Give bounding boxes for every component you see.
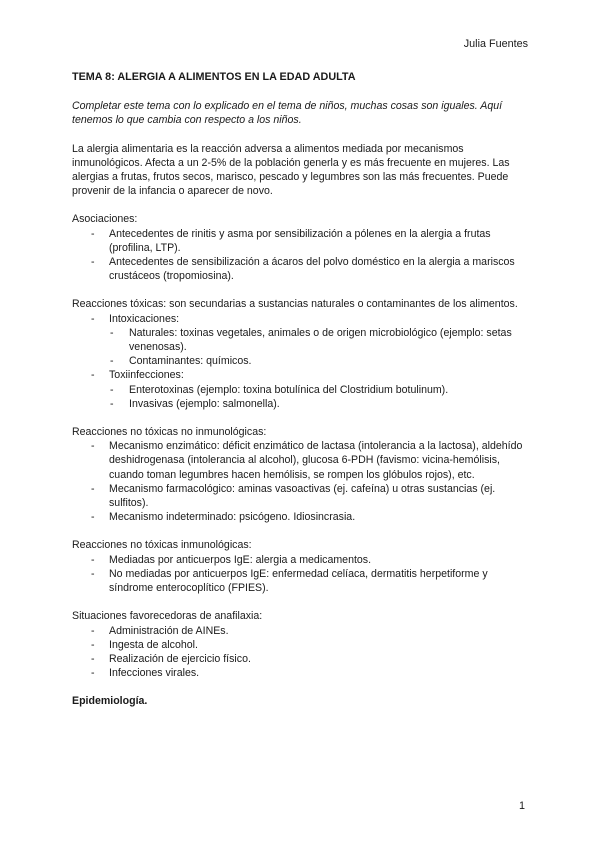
section-heading: Situaciones favorecedoras de anafilaxia: bbox=[72, 610, 263, 623]
list-item: - Antecedentes de sensibilización a ácaros del polvo doméstico en la alergia a mariscos crustáceos (tropomiosina). bbox=[72, 255, 528, 283]
section-no-toxicas-no-inmunologicas bbox=[72, 425, 528, 524]
list-item: - Administración de AINEs. bbox=[72, 624, 528, 638]
definition-paragraph: La alergia alimentaria es la reacción adversa a alimentos mediada por mecanismos inmunológicos. Afecta a un 2-5% de la población generla y es más frecuente en mujeres. Las alergias a frutas, frutos secos, marisco, pescado y legumbres son las más frecuentes. Puede provenir de la infancia o aparecer de novo. bbox=[72, 142, 510, 198]
sublist-item: - Invasivas (ejemplo: salmonella). bbox=[72, 397, 528, 411]
list-item-label: Toxiinfecciones: bbox=[109, 369, 184, 382]
author-name: Julia Fuentes bbox=[463, 38, 528, 50]
toxicas-list bbox=[72, 312, 528, 411]
intoxicaciones-sublist bbox=[72, 326, 528, 369]
epidemiologia-heading: Epidemiología. bbox=[72, 695, 148, 708]
page-number: 1 bbox=[518, 800, 525, 812]
asociaciones-list bbox=[72, 227, 528, 284]
section-anafilaxia bbox=[72, 609, 528, 680]
list-item: - Mecanismo enzimático: déficit enzimático de lactasa (intolerancia a la lactosa), aldehído deshidrogenasa (intolerancia al alcohol), glucosa 6-PDH (favismo: vicina-hemólisis, cuando toman legumbres hacen hemólisis, se rompen los glóbulos rojos), etc. bbox=[72, 439, 528, 482]
sublist-item: - Contaminantes: químicos. bbox=[72, 354, 528, 368]
sublist-item: - Naturales: toxinas vegetales, animales o de origen microbiológico (ejemplo: setas venenosas). bbox=[72, 326, 528, 354]
toxiinfecciones-sublist bbox=[72, 383, 528, 411]
section-reacciones-toxicas bbox=[72, 297, 528, 411]
list-item: - Mecanismo indeterminado: psicógeno. Idiosincrasia. bbox=[72, 510, 528, 524]
document-body bbox=[72, 70, 528, 709]
anafilaxia-list bbox=[72, 624, 528, 681]
list-item-toxiinfecciones bbox=[72, 368, 528, 411]
list-item: - Realización de ejercicio físico. bbox=[72, 652, 528, 666]
list-item: - Antecedentes de rinitis y asma por sensibilización a pólenes en la alergia a frutas (profilina, LTP). bbox=[72, 227, 528, 255]
list-item: - Mecanismo farmacológico: aminas vasoactivas (ej. cafeína) u otras sustancias (ej. sulfitos). bbox=[72, 482, 528, 510]
section-heading: Asociaciones: bbox=[72, 213, 138, 226]
list-item: - No mediadas por anticuerpos IgE: enfermedad celíaca, dermatitis herpetiforme y síndrome enterocoplítico (FPIES). bbox=[72, 567, 528, 595]
list-item-label: Intoxicaciones: bbox=[109, 312, 180, 325]
list-item-intoxicaciones bbox=[72, 312, 528, 369]
section-no-toxicas-inmunologicas bbox=[72, 538, 528, 595]
inmuno-list bbox=[72, 553, 528, 596]
section-heading: Reacciones tóxicas: son secundarias a sustancias naturales o contaminantes de los alimentos. bbox=[72, 298, 518, 311]
section-heading: Reacciones no tóxicas inmunológicas: bbox=[72, 539, 252, 552]
document-title: TEMA 8: ALERGIA A ALIMENTOS EN LA EDAD ADULTA bbox=[72, 71, 356, 83]
list-item: - Ingesta de alcohol. bbox=[72, 638, 528, 652]
list-item: - Infecciones virales. bbox=[72, 666, 528, 680]
list-item: - Mediadas por anticuerpos IgE: alergia a medicamentos. bbox=[72, 553, 528, 567]
sublist-item: - Enterotoxinas (ejemplo: toxina botulínica del Clostridium botulinum). bbox=[72, 383, 528, 397]
intro-note: Completar este tema con lo explicado en el tema de niños, muchas cosas son iguales. Aquí tenemos lo que cambia con respecto a los niños. bbox=[72, 100, 503, 127]
section-heading: Reacciones no tóxicas no inmunológicas: bbox=[72, 426, 267, 439]
section-asociaciones bbox=[72, 212, 528, 283]
no-inmuno-list bbox=[72, 439, 528, 524]
